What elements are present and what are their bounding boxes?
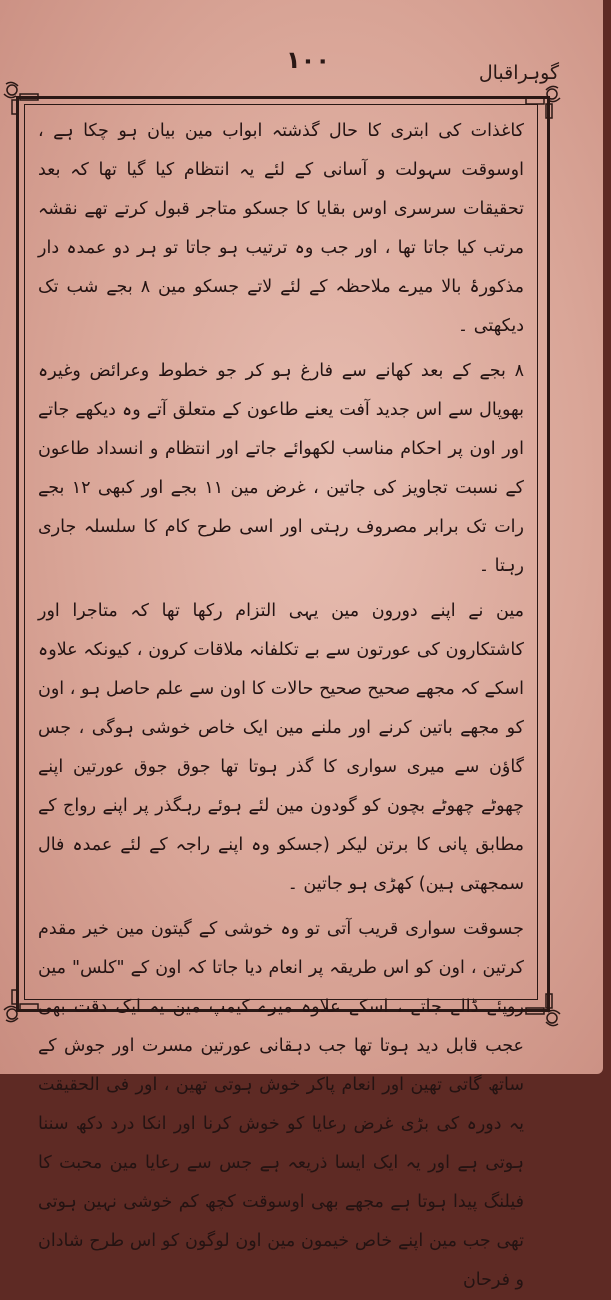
corner-ornament-icon	[2, 988, 42, 1024]
page-number: ۱۰۰	[286, 46, 330, 74]
body-text	[38, 112, 525, 1290]
corner-ornament-icon	[2, 80, 42, 116]
paragraph: کاغذات کی ابتری کا حال گذشتہ ابواب مین بیان ہو چکا ہے ، اوسوقت سہولت و آسانی کے لئے یہ انتظام کیا گیا تھا کہ بعد تحقیقات سرسری اوس بقایا کا جسکو متاجر قبول کرتے تھے نقشہ مرتب کیا جاتا تھا ، اور جب وہ ترتیب ہو جاتا تو ہر دو عمدہ دار مذکورۂ بالا میرے ملاحظہ کے لئے لاتے جسکو مین ۸ بجے شب تک دیکھتی ۔	[38, 121, 525, 336]
corner-ornament-icon	[522, 992, 562, 1028]
paragraph: مین نے اپنے دورون مین یہی التزام رکھا تھا کہ متاجرا اور کاشتکارون کی عورتون سے بے تکلفانہ ملاقات کرون ، کیونکہ علاوہ اسکے کہ مجھے صحیح صحیح حالات کا اون سے علم حاصل ہو ، اون کو مجھے باتین کرنے اور ملنے مین ایک خاص خوشی ہوگی ، جس گاؤن سے میری سواری کا گذر ہوتا تھا جوق جوق عورتین اپنے چھوٹے چھوٹے بچون کو گودون مین لئے ہوئے رہگذر پر اپنے رواج کے مطابق پانی کا برتن لیکر (جسکو وہ اپنے راجہ کے لئے عمدہ فال سمجھتی ہین) کھڑی ہو جاتین ۔	[38, 601, 524, 894]
corner-ornament-icon	[522, 84, 562, 120]
paragraph: ۸ بجے کے بعد کھانے سے فارغ ہو کر جو خطوط وعرائض وغیرہ بھوپال سے اس جدید آفت یعنے طاعون کے متعلق آتے وہ دیکھے جاتے اور اون پر احکام مناسب لکھوائے جاتے اور انتظام و انسداد طاعون کے نسبت تجاویز کی جاتین ، غرض مین ۱۱ بجے اور کبھی ۱۲ بجے رات تک برابر مصروف رہتی اور اسی طرح کام کا سلسلہ جاری رہتا ۔	[38, 361, 525, 576]
running-head: گوہراقبال	[478, 62, 559, 84]
paragraph: جسوقت سواری قریب آتی تو وہ خوشی کے گیتون مین خیر مقدم کرتین ، اون کو اس طریقہ پر انعام دیا جاتا کہ اون کے "کلس" مین روپئے ڈالے جاتے ، اسکے علاوہ میرے کیمپ مین یہ ایک دقت بھی عجب قابل دید ہوتا تھا جب دہقانی عورتین مسرت اور جوش کے ساتھ گاتی تھین اور انعام پاکر خوش ہوتی تھین ، اور فی الحقیقت یہ دورہ کی بڑی غرض رعایا کو خوش کرنا اور انکا درد دکھ سننا ہوتی ہے اور یہ ایک ایسا ذریعہ ہے جس سے رعایا مین محبت کا فیلنگ پیدا ہوتا ہے مجھے بھی اوسوقت کچھ کم خوشی نہین ہوتی تھی جب مین اپنے خاص خیمون مین اون لوگون کو اس طرح شادان و فرحان	[38, 919, 524, 1290]
